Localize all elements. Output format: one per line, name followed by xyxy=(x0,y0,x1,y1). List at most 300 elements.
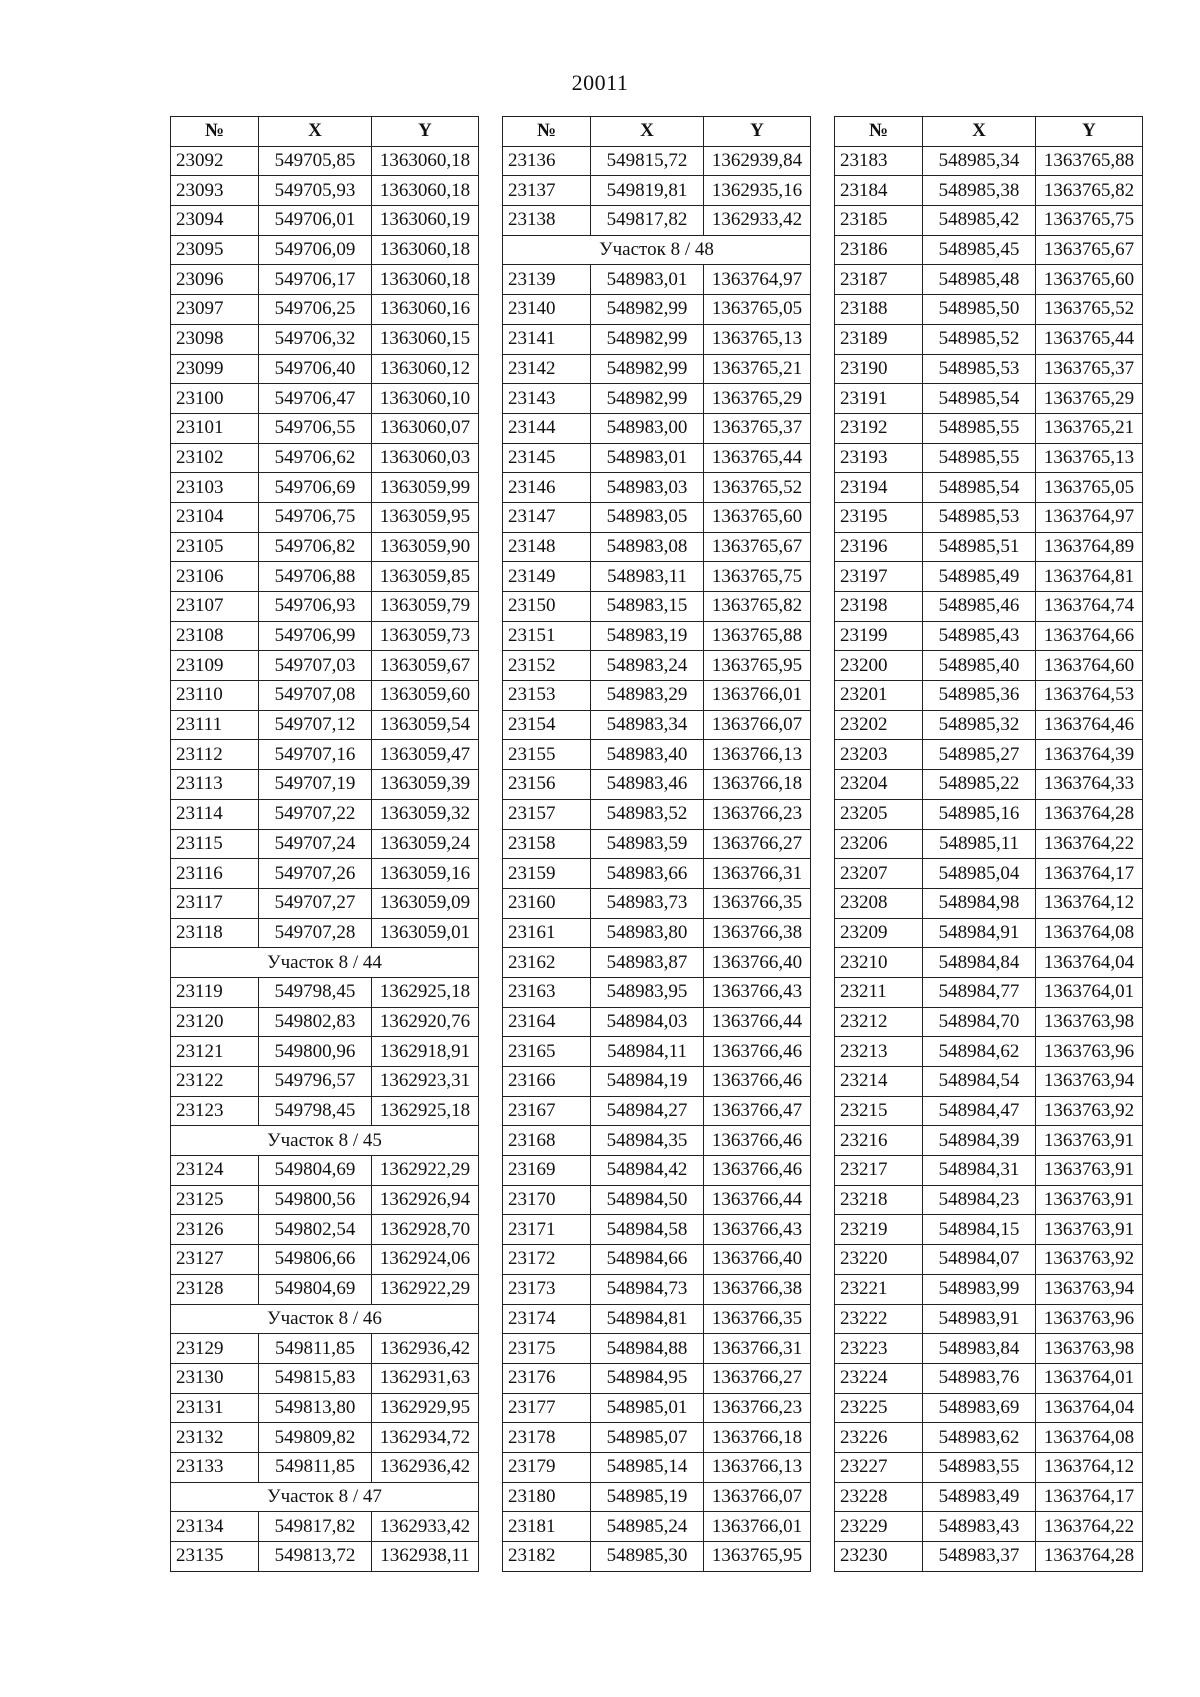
coord-x: 548983,08 xyxy=(591,532,704,562)
table-row xyxy=(503,1007,811,1037)
coord-y: 1363764,17 xyxy=(1036,859,1143,889)
coord-y: 1363766,31 xyxy=(704,1334,811,1364)
coordinates-table-1 xyxy=(170,116,479,1572)
coord-x: 548983,84 xyxy=(923,1334,1036,1364)
table-row xyxy=(171,206,479,236)
table-row xyxy=(503,176,811,206)
coord-x: 548983,59 xyxy=(591,829,704,859)
table-row xyxy=(835,265,1143,295)
coord-x: 549809,82 xyxy=(259,1423,372,1453)
coord-y: 1362926,94 xyxy=(372,1185,479,1215)
coord-x: 549707,26 xyxy=(259,859,372,889)
point-number: 23104 xyxy=(171,502,259,532)
coord-y: 1363059,99 xyxy=(372,473,479,503)
table-row xyxy=(171,1185,479,1215)
table-row xyxy=(171,799,479,829)
coord-x: 548985,34 xyxy=(923,146,1036,176)
coord-x: 549707,28 xyxy=(259,918,372,948)
table-row xyxy=(171,413,479,443)
coord-y: 1363764,08 xyxy=(1036,918,1143,948)
coord-y: 1363765,37 xyxy=(704,413,811,443)
coord-y: 1362929,95 xyxy=(372,1393,479,1423)
coord-y: 1363766,13 xyxy=(704,740,811,770)
section-title: Участок 8 / 44 xyxy=(171,948,479,978)
coord-x: 548983,80 xyxy=(591,918,704,948)
coord-x: 548983,66 xyxy=(591,859,704,889)
coord-x: 548984,03 xyxy=(591,1007,704,1037)
table-row xyxy=(171,888,479,918)
table-row xyxy=(171,681,479,711)
point-number: 23103 xyxy=(171,473,259,503)
point-number: 23156 xyxy=(503,770,591,800)
point-number: 23175 xyxy=(503,1334,591,1364)
coord-x: 548985,24 xyxy=(591,1512,704,1542)
coord-x: 548983,46 xyxy=(591,770,704,800)
coord-x: 548983,87 xyxy=(591,948,704,978)
header-number: № xyxy=(503,117,591,147)
coord-y: 1362922,29 xyxy=(372,1156,479,1186)
coord-y: 1363765,29 xyxy=(1036,384,1143,414)
point-number: 23186 xyxy=(835,235,923,265)
coord-x: 549707,24 xyxy=(259,829,372,859)
table-row xyxy=(171,1363,479,1393)
point-number: 23207 xyxy=(835,859,923,889)
coord-y: 1362935,16 xyxy=(704,176,811,206)
point-number: 23118 xyxy=(171,918,259,948)
table-row xyxy=(171,176,479,206)
table-row xyxy=(503,948,811,978)
coord-x: 548983,76 xyxy=(923,1363,1036,1393)
coord-y: 1363765,60 xyxy=(704,502,811,532)
point-number: 23139 xyxy=(503,265,591,295)
coord-x: 548984,07 xyxy=(923,1245,1036,1275)
coord-y: 1363059,47 xyxy=(372,740,479,770)
coord-x: 548983,55 xyxy=(923,1452,1036,1482)
coord-x: 548983,91 xyxy=(923,1304,1036,1334)
table-row xyxy=(503,592,811,622)
coord-y: 1363766,43 xyxy=(704,977,811,1007)
coord-x: 548983,52 xyxy=(591,799,704,829)
coord-x: 549707,12 xyxy=(259,710,372,740)
point-number: 23129 xyxy=(171,1334,259,1364)
table-row xyxy=(835,888,1143,918)
coord-y: 1363764,04 xyxy=(1036,948,1143,978)
point-number: 23209 xyxy=(835,918,923,948)
coord-x: 549707,08 xyxy=(259,681,372,711)
coord-x: 549817,82 xyxy=(259,1512,372,1542)
table-row xyxy=(835,413,1143,443)
point-number: 23098 xyxy=(171,324,259,354)
coord-y: 1363766,35 xyxy=(704,888,811,918)
table-row xyxy=(171,918,479,948)
coord-y: 1362936,42 xyxy=(372,1334,479,1364)
point-number: 23131 xyxy=(171,1393,259,1423)
coord-x: 548983,99 xyxy=(923,1274,1036,1304)
coord-x: 548985,19 xyxy=(591,1482,704,1512)
coord-x: 549707,03 xyxy=(259,651,372,681)
coord-x: 549802,83 xyxy=(259,1007,372,1037)
table-row xyxy=(503,532,811,562)
coord-x: 549706,40 xyxy=(259,354,372,384)
coord-y: 1363765,75 xyxy=(1036,206,1143,236)
coord-x: 549706,17 xyxy=(259,265,372,295)
coord-x: 548985,50 xyxy=(923,295,1036,325)
table-row xyxy=(171,1452,479,1482)
point-number: 23226 xyxy=(835,1423,923,1453)
point-number: 23172 xyxy=(503,1245,591,1275)
table-row xyxy=(503,324,811,354)
point-number: 23221 xyxy=(835,1274,923,1304)
point-number: 23219 xyxy=(835,1215,923,1245)
coord-y: 1363764,46 xyxy=(1036,710,1143,740)
table-row xyxy=(171,1037,479,1067)
point-number: 23227 xyxy=(835,1452,923,1482)
table-row xyxy=(503,1126,811,1156)
coord-y: 1363060,03 xyxy=(372,443,479,473)
point-number: 23205 xyxy=(835,799,923,829)
point-number: 23185 xyxy=(835,206,923,236)
table-row xyxy=(835,1215,1143,1245)
table-row xyxy=(503,502,811,532)
coord-x: 548985,53 xyxy=(923,502,1036,532)
table-row xyxy=(171,1423,479,1453)
point-number: 23171 xyxy=(503,1215,591,1245)
coord-x: 549706,32 xyxy=(259,324,372,354)
point-number: 23113 xyxy=(171,770,259,800)
coord-x: 549706,25 xyxy=(259,295,372,325)
coord-y: 1363765,44 xyxy=(704,443,811,473)
point-number: 23203 xyxy=(835,740,923,770)
coord-y: 1363763,92 xyxy=(1036,1096,1143,1126)
point-number: 23092 xyxy=(171,146,259,176)
point-number: 23100 xyxy=(171,384,259,414)
coord-x: 549798,45 xyxy=(259,1096,372,1126)
coord-y: 1363060,16 xyxy=(372,295,479,325)
table-row xyxy=(503,770,811,800)
coord-x: 549800,96 xyxy=(259,1037,372,1067)
table-row xyxy=(503,681,811,711)
table-row xyxy=(503,1096,811,1126)
point-number: 23120 xyxy=(171,1007,259,1037)
coord-y: 1363763,92 xyxy=(1036,1245,1143,1275)
point-number: 23115 xyxy=(171,829,259,859)
table-row xyxy=(835,1482,1143,1512)
coord-x: 548984,27 xyxy=(591,1096,704,1126)
point-number: 23211 xyxy=(835,977,923,1007)
coord-x: 548982,99 xyxy=(591,295,704,325)
table-row xyxy=(503,888,811,918)
point-number: 23123 xyxy=(171,1096,259,1126)
coord-x: 548983,73 xyxy=(591,888,704,918)
table-row xyxy=(503,829,811,859)
coord-x: 548984,47 xyxy=(923,1096,1036,1126)
coord-x: 548985,52 xyxy=(923,324,1036,354)
table-row xyxy=(835,1037,1143,1067)
coord-x: 549706,82 xyxy=(259,532,372,562)
coord-y: 1363059,79 xyxy=(372,592,479,622)
coord-x: 549819,81 xyxy=(591,176,704,206)
table-row xyxy=(503,651,811,681)
point-number: 23128 xyxy=(171,1274,259,1304)
coord-y: 1363765,88 xyxy=(704,621,811,651)
table-row xyxy=(171,829,479,859)
coord-x: 549706,09 xyxy=(259,235,372,265)
point-number: 23094 xyxy=(171,206,259,236)
coord-y: 1363765,37 xyxy=(1036,354,1143,384)
coord-y: 1363060,18 xyxy=(372,265,479,295)
coord-y: 1363060,10 xyxy=(372,384,479,414)
coord-y: 1362933,42 xyxy=(372,1512,479,1542)
coord-y: 1363766,31 xyxy=(704,859,811,889)
section-row xyxy=(171,1126,479,1156)
coord-y: 1363060,18 xyxy=(372,235,479,265)
coord-x: 548985,49 xyxy=(923,562,1036,592)
coord-x: 548983,34 xyxy=(591,710,704,740)
coord-y: 1363766,40 xyxy=(704,1245,811,1275)
table-row xyxy=(835,1452,1143,1482)
coord-x: 549707,27 xyxy=(259,888,372,918)
table-row xyxy=(503,384,811,414)
coord-x: 549804,69 xyxy=(259,1156,372,1186)
point-number: 23107 xyxy=(171,592,259,622)
point-number: 23111 xyxy=(171,710,259,740)
coord-y: 1363059,39 xyxy=(372,770,479,800)
coord-y: 1363764,12 xyxy=(1036,1452,1143,1482)
coord-x: 549706,88 xyxy=(259,562,372,592)
table-row xyxy=(503,1185,811,1215)
coord-y: 1363766,27 xyxy=(704,829,811,859)
coord-x: 549804,69 xyxy=(259,1274,372,1304)
coord-y: 1363763,96 xyxy=(1036,1037,1143,1067)
coord-x: 548985,04 xyxy=(923,859,1036,889)
coord-x: 548984,11 xyxy=(591,1037,704,1067)
coord-x: 548984,95 xyxy=(591,1363,704,1393)
coord-x: 549817,82 xyxy=(591,206,704,236)
coord-y: 1363766,46 xyxy=(704,1126,811,1156)
table-row xyxy=(503,413,811,443)
coord-x: 548984,31 xyxy=(923,1156,1036,1186)
table-row xyxy=(171,977,479,1007)
point-number: 23187 xyxy=(835,265,923,295)
coord-x: 548984,35 xyxy=(591,1126,704,1156)
coord-y: 1363764,66 xyxy=(1036,621,1143,651)
table-row xyxy=(503,473,811,503)
point-number: 23169 xyxy=(503,1156,591,1186)
point-number: 23229 xyxy=(835,1512,923,1542)
table-row xyxy=(835,621,1143,651)
header-x: X xyxy=(259,117,372,147)
coord-x: 548983,40 xyxy=(591,740,704,770)
table-row xyxy=(171,354,479,384)
coord-y: 1363764,04 xyxy=(1036,1393,1143,1423)
point-number: 23144 xyxy=(503,413,591,443)
coord-x: 549796,57 xyxy=(259,1067,372,1097)
coord-y: 1362931,63 xyxy=(372,1363,479,1393)
coord-y: 1362939,84 xyxy=(704,146,811,176)
coord-y: 1363764,28 xyxy=(1036,799,1143,829)
table-row xyxy=(835,977,1143,1007)
coord-y: 1363765,88 xyxy=(1036,146,1143,176)
table-row xyxy=(835,1512,1143,1542)
coord-y: 1363764,01 xyxy=(1036,977,1143,1007)
point-number: 23225 xyxy=(835,1393,923,1423)
coord-y: 1363766,43 xyxy=(704,1215,811,1245)
table-row xyxy=(835,1067,1143,1097)
coord-y: 1363763,91 xyxy=(1036,1156,1143,1186)
coord-y: 1362922,29 xyxy=(372,1274,479,1304)
table-row xyxy=(503,1215,811,1245)
table-row xyxy=(835,235,1143,265)
coord-x: 548985,45 xyxy=(923,235,1036,265)
table-row xyxy=(835,1126,1143,1156)
coord-y: 1363766,38 xyxy=(704,918,811,948)
point-number: 23119 xyxy=(171,977,259,1007)
coord-x: 549706,47 xyxy=(259,384,372,414)
point-number: 23110 xyxy=(171,681,259,711)
point-number: 23170 xyxy=(503,1185,591,1215)
point-number: 23109 xyxy=(171,651,259,681)
table-row xyxy=(503,621,811,651)
coord-x: 548985,54 xyxy=(923,384,1036,414)
coord-y: 1363764,81 xyxy=(1036,562,1143,592)
table-row xyxy=(835,829,1143,859)
point-number: 23150 xyxy=(503,592,591,622)
table-row xyxy=(171,1393,479,1423)
table-row xyxy=(171,1334,479,1364)
coord-y: 1363764,12 xyxy=(1036,888,1143,918)
coord-x: 549706,01 xyxy=(259,206,372,236)
point-number: 23224 xyxy=(835,1363,923,1393)
point-number: 23174 xyxy=(503,1304,591,1334)
table-row xyxy=(171,443,479,473)
coord-x: 548985,27 xyxy=(923,740,1036,770)
point-number: 23165 xyxy=(503,1037,591,1067)
table-row xyxy=(503,740,811,770)
coord-x: 549815,83 xyxy=(259,1363,372,1393)
coord-y: 1363766,38 xyxy=(704,1274,811,1304)
table-row xyxy=(503,1363,811,1393)
point-number: 23152 xyxy=(503,651,591,681)
coord-y: 1363766,46 xyxy=(704,1067,811,1097)
point-number: 23147 xyxy=(503,502,591,532)
coord-y: 1363059,73 xyxy=(372,621,479,651)
point-number: 23213 xyxy=(835,1037,923,1067)
coord-y: 1363765,67 xyxy=(704,532,811,562)
table-row xyxy=(503,295,811,325)
point-number: 23154 xyxy=(503,710,591,740)
coord-x: 548984,19 xyxy=(591,1067,704,1097)
point-number: 23183 xyxy=(835,146,923,176)
point-number: 23159 xyxy=(503,859,591,889)
section-row xyxy=(171,1482,479,1512)
table-row xyxy=(171,859,479,889)
coord-x: 548984,81 xyxy=(591,1304,704,1334)
section-title: Участок 8 / 46 xyxy=(171,1304,479,1334)
table-row xyxy=(835,532,1143,562)
coord-y: 1363766,23 xyxy=(704,1393,811,1423)
coord-y: 1363765,29 xyxy=(704,384,811,414)
point-number: 23093 xyxy=(171,176,259,206)
coord-x: 549707,22 xyxy=(259,799,372,829)
table-row xyxy=(503,918,811,948)
coord-y: 1363763,94 xyxy=(1036,1067,1143,1097)
coord-y: 1363765,13 xyxy=(1036,443,1143,473)
coord-y: 1363763,91 xyxy=(1036,1126,1143,1156)
coord-y: 1363766,23 xyxy=(704,799,811,829)
section-row xyxy=(171,1304,479,1334)
coord-x: 549706,99 xyxy=(259,621,372,651)
table-row xyxy=(835,206,1143,236)
point-number: 23167 xyxy=(503,1096,591,1126)
coord-y: 1363765,05 xyxy=(704,295,811,325)
coord-y: 1363765,82 xyxy=(704,592,811,622)
point-number: 23138 xyxy=(503,206,591,236)
coord-y: 1363763,98 xyxy=(1036,1007,1143,1037)
table-row xyxy=(835,948,1143,978)
table-row xyxy=(503,562,811,592)
coord-x: 548982,99 xyxy=(591,324,704,354)
coord-x: 549811,85 xyxy=(259,1452,372,1482)
coord-y: 1363765,75 xyxy=(704,562,811,592)
coord-x: 548985,42 xyxy=(923,206,1036,236)
table-row xyxy=(503,1037,811,1067)
coord-x: 548985,55 xyxy=(923,413,1036,443)
table-row xyxy=(171,324,479,354)
point-number: 23108 xyxy=(171,621,259,651)
coord-x: 548984,98 xyxy=(923,888,1036,918)
point-number: 23105 xyxy=(171,532,259,562)
coord-y: 1363765,95 xyxy=(704,1542,811,1572)
coord-x: 548983,43 xyxy=(923,1512,1036,1542)
coord-x: 548985,32 xyxy=(923,710,1036,740)
coord-y: 1363766,01 xyxy=(704,1512,811,1542)
coord-y: 1363764,22 xyxy=(1036,829,1143,859)
point-number: 23121 xyxy=(171,1037,259,1067)
table-row xyxy=(503,977,811,1007)
table-row xyxy=(503,1274,811,1304)
point-number: 23204 xyxy=(835,770,923,800)
table-row xyxy=(503,443,811,473)
coord-x: 548983,15 xyxy=(591,592,704,622)
point-number: 23101 xyxy=(171,413,259,443)
coord-x: 549806,66 xyxy=(259,1245,372,1275)
coord-y: 1363060,18 xyxy=(372,176,479,206)
table-row xyxy=(171,1007,479,1037)
point-number: 23197 xyxy=(835,562,923,592)
coord-y: 1363059,95 xyxy=(372,502,479,532)
coord-x: 548985,51 xyxy=(923,532,1036,562)
point-number: 23096 xyxy=(171,265,259,295)
table-row xyxy=(835,295,1143,325)
table-row xyxy=(835,1007,1143,1037)
table-row xyxy=(171,473,479,503)
point-number: 23193 xyxy=(835,443,923,473)
point-number: 23206 xyxy=(835,829,923,859)
coord-y: 1363763,91 xyxy=(1036,1215,1143,1245)
coord-y: 1363764,97 xyxy=(1036,502,1143,532)
coord-y: 1363766,44 xyxy=(704,1007,811,1037)
point-number: 23097 xyxy=(171,295,259,325)
section-title: Участок 8 / 47 xyxy=(171,1482,479,1512)
coord-x: 548985,36 xyxy=(923,681,1036,711)
coord-y: 1363059,24 xyxy=(372,829,479,859)
coord-x: 549798,45 xyxy=(259,977,372,1007)
coord-y: 1363764,60 xyxy=(1036,651,1143,681)
point-number: 23142 xyxy=(503,354,591,384)
coord-y: 1363765,52 xyxy=(1036,295,1143,325)
table-row xyxy=(503,859,811,889)
table-row xyxy=(835,1542,1143,1572)
